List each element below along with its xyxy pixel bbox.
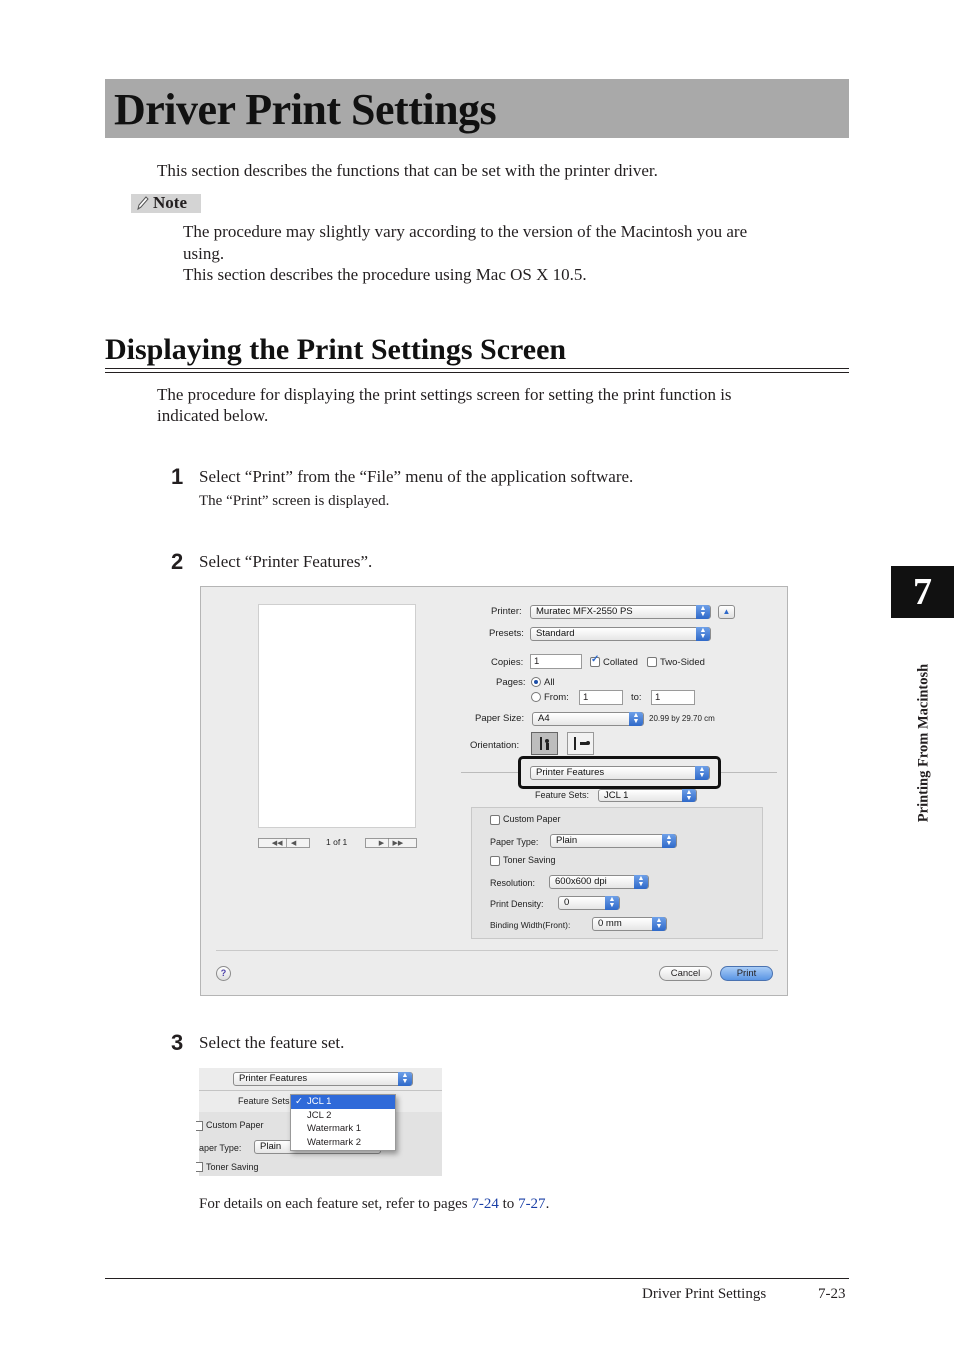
feature-sets-label: Feature Sets: <box>535 790 590 800</box>
callout-highlight <box>518 756 721 789</box>
cancel-button[interactable]: Cancel <box>659 966 712 981</box>
step-number: 2 <box>171 549 184 574</box>
section-heading: Displaying the Print Settings Screen <box>105 333 567 366</box>
page-range-radio[interactable] <box>531 692 541 702</box>
toner-saving-checkbox[interactable] <box>490 856 500 866</box>
chapter-side-label: Printing From Macintosh <box>915 663 932 823</box>
chapter-tab: 7 <box>891 566 954 618</box>
updown-arrows-icon: ▲ ▼ <box>696 627 710 641</box>
paper-type-label: Paper Type: <box>490 837 539 847</box>
step-text: Select “Print” from the “File” menu of the application software. <box>199 467 634 486</box>
printer-value: Muratec MFX-2550 PS <box>536 606 633 617</box>
page-link[interactable]: 7-24 <box>471 1196 499 1212</box>
note-line: The procedure may slightly vary according to the version of the Macintosh you are <box>183 222 748 241</box>
disclosure-button[interactable]: ▲ <box>718 605 735 619</box>
custom-paper-label: Custom Paper <box>503 814 561 824</box>
help-button[interactable]: ? <box>216 966 231 981</box>
custom-paper-checkbox[interactable] <box>490 815 500 825</box>
footer-rule <box>105 1278 849 1279</box>
page-number: 7-23 <box>818 1286 846 1302</box>
all-pages-label: All <box>544 677 555 688</box>
binding-width-value: 0 mm <box>598 918 622 929</box>
to-input[interactable]: 1 <box>651 690 695 705</box>
panel-popup[interactable] <box>233 1072 413 1086</box>
step-number: 3 <box>171 1030 184 1055</box>
paper-size-label: Paper Size: <box>475 713 525 724</box>
from-input[interactable]: 1 <box>579 690 623 705</box>
feature-sets-label: Feature Sets <box>238 1096 290 1106</box>
print-density-popup[interactable] <box>558 896 620 910</box>
next-last-page-button[interactable]: ▶ │ ▶▶ <box>365 838 417 848</box>
feature-sets-value: JCL 1 <box>604 790 629 801</box>
menu-item-watermark-2[interactable]: Watermark 2 <box>307 1136 362 1148</box>
orientation-label: Orientation: <box>470 740 520 751</box>
feature-sets-dropdown-menu <box>290 1094 396 1151</box>
updown-arrows-icon: ▲ ▼ <box>398 1072 412 1086</box>
updown-arrows-icon: ▲ ▼ <box>605 896 619 910</box>
heading-rule <box>105 372 849 373</box>
to-label: to: <box>631 692 642 703</box>
paper-type-value: Plain <box>260 1141 282 1152</box>
menu-item-watermark-1[interactable]: Watermark 1 <box>307 1123 362 1134</box>
updown-arrows-icon: ▲ ▼ <box>682 789 696 802</box>
updown-arrows-icon: ▲ ▼ <box>662 834 676 848</box>
all-pages-radio[interactable] <box>531 677 541 687</box>
panel-value: Printer Features <box>536 767 605 778</box>
resolution-popup[interactable] <box>549 875 649 889</box>
print-density-label: Print Density: <box>490 899 544 909</box>
details-text: For details on each feature set, refer to pages 7-24 to 7-27. <box>199 1196 550 1212</box>
binding-width-label: Binding Width(Front): <box>490 920 571 930</box>
updown-arrows-icon: ▲ ▼ <box>695 766 709 780</box>
note-line: This section describes the procedure using Mac OS X 10.5. <box>183 265 587 284</box>
landscape-icon <box>568 733 593 754</box>
paper-size-popup[interactable] <box>532 712 644 726</box>
resolution-label: Resolution: <box>490 878 536 888</box>
feature-sets-popup[interactable] <box>598 789 697 802</box>
copies-label: Copies: <box>491 657 524 668</box>
updown-arrows-icon: ▲ ▼ <box>696 605 710 619</box>
separator <box>461 772 518 773</box>
checkmark-icon: ✓ <box>295 1096 303 1107</box>
paper-dimensions: 20.99 by 29.70 cm <box>649 714 715 723</box>
note-line: using. <box>183 244 225 263</box>
paper-size-value: A4 <box>538 713 550 724</box>
step-text: Select the feature set. <box>199 1033 345 1052</box>
resolution-value: 600x600 dpi <box>555 876 607 887</box>
presets-popup[interactable] <box>530 627 711 641</box>
separator <box>199 1090 442 1091</box>
custom-paper-checkbox[interactable] <box>196 1121 203 1131</box>
updown-arrows-icon: ▲ ▼ <box>634 875 648 889</box>
separator <box>721 772 777 773</box>
pencil-icon <box>136 195 150 212</box>
first-prev-page-button[interactable]: ◀◀ │ ◀ <box>258 838 310 848</box>
copies-input[interactable]: 1 <box>530 654 582 669</box>
section-intro-line: indicated below. <box>157 406 269 425</box>
note-label: Note <box>153 193 187 212</box>
footer-title: Driver Print Settings <box>642 1286 767 1302</box>
custom-paper-label: Custom Paper <box>206 1120 264 1130</box>
paper-type-value: Plain <box>556 835 578 846</box>
page-title: Driver Print Settings <box>114 85 497 134</box>
menu-item-jcl-2[interactable]: JCL 2 <box>307 1109 332 1121</box>
printer-label: Printer: <box>491 606 522 617</box>
step-number: 1 <box>171 464 184 489</box>
two-sided-label: Two-Sided <box>660 657 705 668</box>
paper-type-label: aper Type: <box>199 1143 242 1153</box>
toner-saving-label: Toner Saving <box>206 1162 259 1172</box>
step-subtext: The “Print” screen is displayed. <box>199 493 390 509</box>
landscape-button[interactable] <box>567 732 594 755</box>
two-sided-checkbox[interactable] <box>647 657 657 667</box>
menu-item-jcl-1[interactable]: ✓ JCL 1 <box>291 1095 395 1109</box>
section-intro-line: The procedure for displaying the print settings screen for setting the print function is <box>157 385 732 404</box>
portrait-button[interactable] <box>531 732 558 755</box>
separator <box>216 950 778 951</box>
collated-label: Collated <box>603 657 638 668</box>
page-counter: 1 of 1 <box>326 837 348 847</box>
heading-rule <box>105 368 849 369</box>
page-preview <box>258 604 416 828</box>
paper-type-popup[interactable] <box>550 834 677 848</box>
panel-value: Printer Features <box>239 1073 308 1084</box>
toner-saving-label: Toner Saving <box>503 855 556 865</box>
printer-popup[interactable] <box>530 605 711 619</box>
collated-checkbox[interactable]: ✓ <box>591 654 600 665</box>
page-link[interactable]: 7-27 <box>518 1196 546 1212</box>
binding-width-popup[interactable] <box>592 917 667 931</box>
updown-arrows-icon: ▲ ▼ <box>652 917 666 931</box>
from-label: From: <box>544 692 569 703</box>
print-density-value: 0 <box>564 897 570 908</box>
portrait-icon <box>532 733 557 754</box>
updown-arrows-icon: ▲ ▼ <box>629 712 643 726</box>
pages-label: Pages: <box>496 677 526 688</box>
step-text: Select “Printer Features”. <box>199 552 373 571</box>
toner-saving-checkbox[interactable] <box>196 1162 203 1172</box>
presets-label: Presets: <box>489 628 524 639</box>
print-button[interactable]: Print <box>720 966 773 981</box>
intro-text: This section describes the functions that can be set with the printer driver. <box>157 161 658 180</box>
presets-value: Standard <box>536 628 575 639</box>
